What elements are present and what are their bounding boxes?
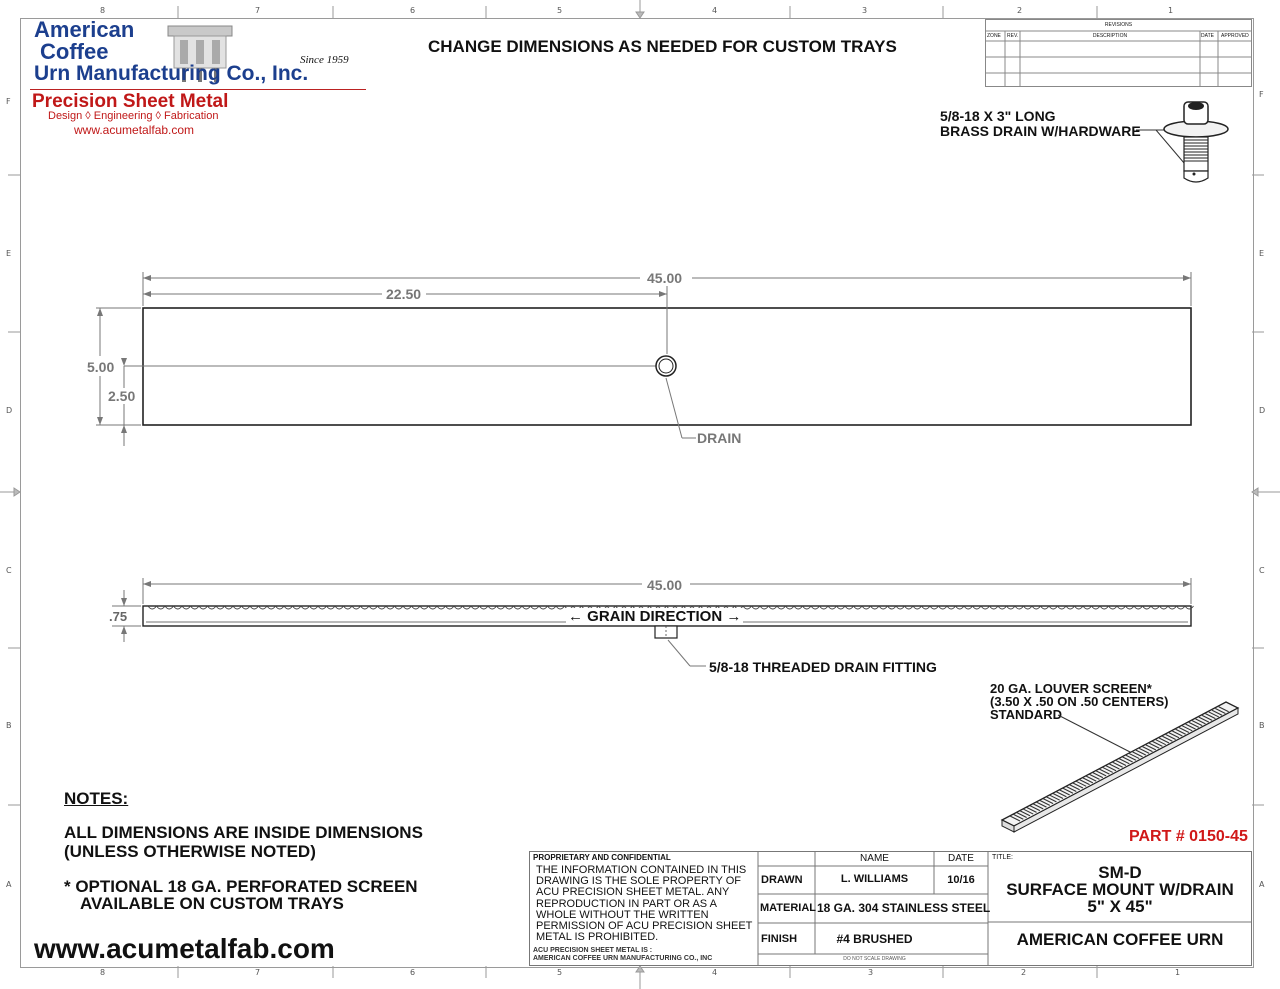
title-block [529, 851, 1252, 966]
title-label: TITLE: [992, 854, 1014, 861]
louver-screen-label: 20 GA. LOUVER SCREEN* (3.50 X .50 ON .50 CENTERS) STANDARD [990, 681, 1169, 722]
proprietary-heading: PROPRIETARY AND CONFIDENTIAL [533, 853, 671, 862]
zone-number: 5 [557, 968, 563, 977]
zone-number: 5 [557, 6, 563, 15]
drain-fitting-label: 5/8-18 THREADED DRAIN FITTING [709, 659, 937, 675]
top-half-length: 22.50 [386, 286, 422, 302]
zone-number: 7 [255, 6, 261, 15]
logo-line-3: Urn Manufacturing Co., Inc. [34, 62, 309, 85]
zone-number: 2 [1017, 6, 1023, 15]
top-half-width: 2.50 [108, 388, 136, 404]
company-name: AMERICAN COFFEE URN [1016, 930, 1224, 949]
zone-letter: A [6, 880, 12, 889]
logo-subtitle: Precision Sheet Metal [32, 91, 229, 112]
zone-number: 4 [712, 968, 718, 977]
acu-line-2: AMERICAN COFFEE URN MANUFACTURING CO., INC [533, 955, 713, 962]
drawn-label: DRAWN [761, 874, 803, 886]
revisions-col-rev: REV. [1007, 33, 1019, 39]
logo-line-1: American [34, 17, 135, 42]
zone-letter: D [6, 406, 13, 415]
logo-since: Since 1959 [300, 54, 349, 66]
note-2-line-1: * OPTIONAL 18 GA. PERFORATED SCREEN [64, 877, 418, 896]
finish-label: FINISH [761, 933, 798, 945]
zone-number: 6 [410, 968, 416, 977]
zone-letter: E [1259, 249, 1265, 258]
brass-drain-label: 5/8-18 X 3" LONG BRASS DRAIN W/HARDWARE [940, 108, 1141, 139]
part-number: PART # 0150-45 [1129, 828, 1248, 845]
side-overall-length: 45.00 [647, 577, 683, 593]
top-width: 5.00 [87, 359, 115, 375]
drain-label: DRAIN [697, 430, 742, 446]
zone-letter: D [1259, 406, 1266, 415]
zone-number: 6 [410, 6, 416, 15]
zone-number: 4 [712, 6, 718, 15]
note-1-line-2: (UNLESS OTHERWISE NOTED) [64, 842, 316, 861]
name-header: NAME [860, 853, 889, 864]
title-line-2: SURFACE MOUNT W/DRAIN [1006, 880, 1234, 899]
logo-line-2: Coffee [40, 39, 109, 64]
top-overall-length: 45.00 [647, 270, 683, 286]
drawn-date: 10/16 [947, 874, 975, 886]
revisions-col-description: DESCRIPTION [1092, 33, 1128, 39]
zone-letter: B [1259, 721, 1265, 730]
acu-line-1: ACU PRECISION SHEET METAL IS : [533, 947, 653, 954]
zone-number: 8 [100, 968, 106, 977]
footer-url[interactable]: www.acumetalfab.com [34, 933, 335, 964]
zone-letter: C [6, 566, 12, 575]
do-not-scale: DO NOT SCALE DRAWING [843, 956, 906, 962]
finish-value: #4 BRUSHED [836, 932, 913, 946]
zone-letter: F [1259, 90, 1264, 99]
header-title: CHANGE DIMENSIONS AS NEEDED FOR CUSTOM TRAYS [428, 37, 897, 56]
zone-number: 8 [100, 6, 106, 15]
zone-number: 1 [1168, 6, 1174, 15]
logo-services: Design ◊ Engineering ◊ Fabrication [48, 110, 219, 122]
zone-number: 2 [1021, 968, 1027, 977]
note-1-line-1: ALL DIMENSIONS ARE INSIDE DIMENSIONS [64, 823, 423, 842]
proprietary-text: THE INFORMATION CONTAINED IN THIS DRAWING IS THE SOLE PROPERTY OF ACU PRECISION SHEET METAL. ANY REPRODUCTION IN PART OR AS A WHOLE WITHOUT THE WRITTEN PERMISSION OF ACU PRECISION SHEET METAL IS PROHIBITED. [536, 864, 753, 944]
side-height: .75 [109, 609, 128, 624]
drawn-name: L. WILLIAMS [840, 873, 909, 885]
zone-letter: B [6, 721, 12, 730]
zone-number: 3 [862, 6, 868, 15]
logo-url[interactable]: www.acumetalfab.com [74, 123, 195, 137]
zone-letter: E [6, 249, 12, 258]
zone-number: 3 [868, 968, 874, 977]
revisions-col-zone: ZONE [987, 33, 1001, 39]
zone-number: 7 [255, 968, 261, 977]
note-2-line-2: AVAILABLE ON CUSTOM TRAYS [80, 894, 344, 913]
material-value: 18 GA. 304 STAINLESS STEEL [817, 901, 991, 915]
material-label: MATERIAL [760, 902, 817, 914]
grain-direction-label: ← GRAIN DIRECTION → [568, 608, 742, 625]
zone-letter: C [1259, 566, 1265, 575]
revisions-col-date: DATE [1201, 33, 1214, 39]
revisions-col-approved: APPROVED [1221, 33, 1249, 39]
zone-letter: A [1259, 880, 1265, 889]
revisions-title: REVISIONS [1104, 22, 1133, 28]
title-line-1: SM-D [1098, 863, 1142, 882]
zone-letter: F [6, 97, 11, 106]
date-header: DATE [948, 853, 974, 864]
zone-number: 1 [1175, 968, 1181, 977]
louver-screen-illustration [990, 690, 1250, 850]
title-line-3: 5" X 45" [1087, 897, 1153, 916]
notes-heading: NOTES: [64, 789, 129, 808]
